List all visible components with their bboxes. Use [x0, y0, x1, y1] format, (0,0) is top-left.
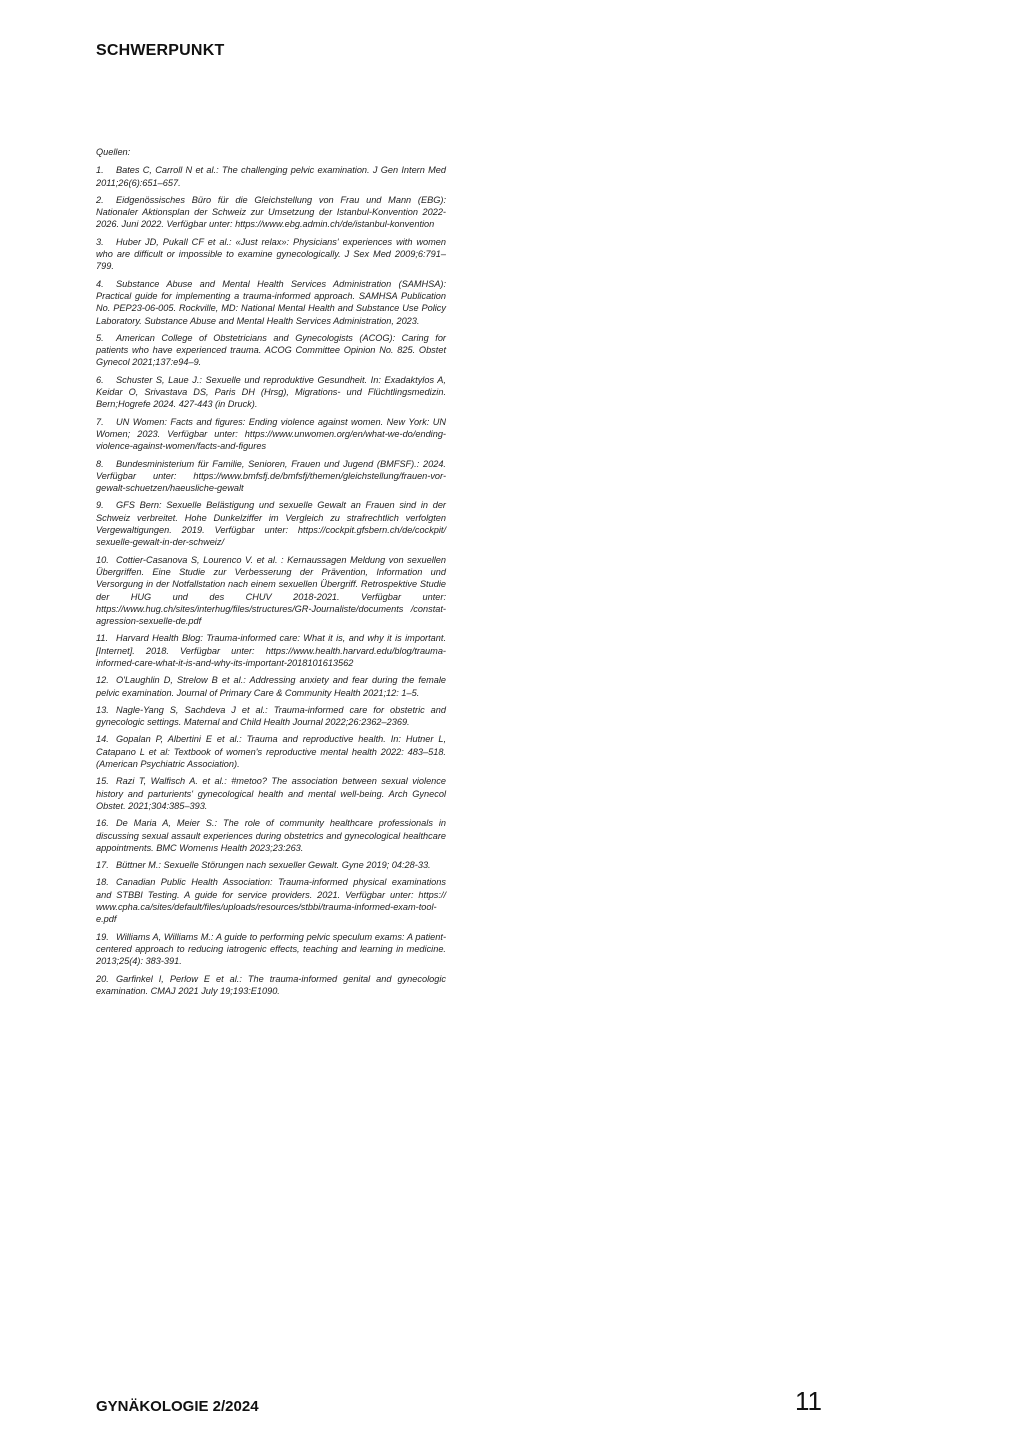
reference-item — [96, 733, 446, 770]
reference-number: 15. — [96, 776, 109, 787]
reference-item — [96, 931, 446, 968]
section-label: SCHWERPUNKT — [96, 42, 225, 59]
reference-item — [96, 775, 446, 812]
reference-item — [96, 704, 446, 729]
references-list — [96, 146, 446, 1002]
reference-text: O'Laughlin D, Strelow B et al.: Addressing anxiety and fear during the female pelvic examination. Journal of Primary Care & Community Health 2021;12: 1–5. — [96, 675, 446, 698]
reference-number: 13. — [96, 704, 109, 715]
reference-item — [96, 374, 446, 411]
reference-number: 5. — [96, 332, 104, 343]
reference-item — [96, 458, 446, 495]
reference-number: 12. — [96, 675, 109, 686]
reference-text: De Maria A, Meier S.: The role of community healthcare professionals in discussing sexual assault experiences during obstetrics and gynecological healthcare appointments. BMC Womenıs Health 2023;23:263. — [96, 818, 446, 853]
reference-text: Huber JD, Pukall CF et al.: «Just relax»: Physicians' experiences with women who are difficult or impossible to examine gynecologically. J Sex Med 2009;6:791–799. — [96, 236, 446, 272]
reference-text: American College of Obstetricians and Gynecologists (ACOG): Caring for patients who have experienced trauma. ACOG Committee Opinion No. 825. Obstet Gynecol 2021;137:e94–9. — [96, 332, 446, 368]
reference-item — [96, 973, 446, 998]
footer-journal-issue: GYNÄKOLOGIE 2/2024 — [96, 1398, 259, 1415]
reference-text: Canadian Public Health Association: Trauma-informed physical examinations and STBBI Testing. A guide for service providers. 2021. Verfügbar unter: https:// www.cpha.ca/sites/default/files/uploads/resources/stbbi/trauma-informed-exam-tool-e.pdf — [96, 877, 446, 925]
reference-item — [96, 416, 446, 453]
reference-item — [96, 876, 446, 925]
reference-text: Cottier-Casanova S, Lourenco V. et al. : Kernaussagen Meldung von sexuellen Übergriffen. Eine Studie zur Verbesserung der Prävention, Information und Versorgung in der Notfallstation nach einem sexuellen Übergriff. Retrospektive Studie der HUG und des CHUV 2018-2021. Verfügbar unter: https://www.hug.ch/sites/interhug/files/structures/GR-Journaliste/documents /constat-agression-sexuelle-de.pdf — [96, 554, 446, 627]
reference-text: Williams A, Williams M.: A guide to performing pelvic speculum exams: A patient-centered approach to reducing iatrogenic effects, teaching and learning in medicine. 2013;25(4): 383-391. — [96, 931, 446, 967]
reference-item — [96, 674, 446, 699]
reference-text: Razi T, Walfisch A. et al.: #metoo? The association between sexual violence history and parturients' gynecological health and mental well-being. Arch Gynecol Obstet. 2021;304:385–393. — [96, 776, 446, 811]
reference-text: Nagle-Yang S, Sachdeva J et al.: Trauma-informed care for obstetric and gynecologic settings. Maternal and Child Health Journal 2022;26:2362–2369. — [96, 704, 446, 728]
reference-text: Bates C, Carroll N et al.: The challenging pelvic examination. J Gen Intern Med 2011;26(6):651–657. — [96, 165, 446, 188]
reference-number: 8. — [96, 458, 104, 469]
reference-item — [96, 499, 446, 548]
reference-number: 17. — [96, 860, 109, 871]
reference-text: UN Women: Facts and figures: Ending violence against women. New York: UN Women; 2023. Verfügbar unter: https://www.unwomen.org/en/what-we-do/ending-violence-against-women/facts-and-figures — [96, 416, 446, 452]
reference-item — [96, 859, 446, 871]
reference-item — [96, 554, 446, 628]
reference-text: GFS Bern: Sexuelle Belästigung und sexuelle Gewalt an Frauen sind in der Schweiz verbreitet. Hohe Dunkelziffer im Vergleich zu strafrechtlich verfolgten Vergewaltigungen. 2019. Verfügbar unter: https://cockpit.gfsbern.ch/de/cockpit/ sexuelle-gewalt-in-der-schweiz/ — [96, 500, 446, 548]
reference-text: Harvard Health Blog: Trauma-informed care: What it is, and why it is important. [Internet]. 2018. Verfügbar unter: https://www.health.harvard.edu/blog/trauma-informed-care-what-it-is-and-why-its-important-2018101613562 — [96, 633, 446, 668]
reference-item — [96, 332, 446, 369]
page-number: 11 — [795, 1386, 822, 1416]
reference-item — [96, 164, 446, 189]
reference-number: 19. — [96, 931, 109, 942]
reference-item — [96, 278, 446, 327]
reference-number: 6. — [96, 374, 104, 385]
reference-text: Substance Abuse and Mental Health Services Administration (SAMHSA): Practical guide for implementing a trauma-informed approach. SAMHSA Publication No. PEP23-06-005. Rockville, MD: National Mental Health and Substance Use Policy Laboratory. Substance Abuse and Mental Health Services Administration, 2023. — [96, 278, 446, 326]
references-items — [96, 164, 446, 997]
reference-number: 20. — [96, 973, 109, 984]
reference-number: 9. — [96, 500, 104, 511]
reference-number: 16. — [96, 818, 109, 829]
reference-text: Eidgenössisches Büro für die Gleichstellung von Frau und Mann (EBG): Nationaler Aktionsplan der Schweiz zur Umsetzung der Istanbul-Konvention 2022-2026. Juni 2022. Verfügbar unter: https://www.ebg.admin.ch/de/istanbul-konvention — [96, 194, 446, 230]
reference-number: 10. — [96, 554, 109, 565]
reference-number: 7. — [96, 416, 104, 427]
reference-number: 1. — [96, 165, 104, 176]
references-heading: Quellen: — [96, 147, 131, 157]
reference-item — [96, 817, 446, 854]
reference-item — [96, 236, 446, 273]
reference-number: 3. — [96, 236, 104, 247]
reference-number: 14. — [96, 734, 109, 745]
reference-number: 11. — [96, 633, 109, 644]
reference-number: 4. — [96, 278, 104, 289]
reference-text: Bundesministerium für Familie, Senioren, Frauen und Jugend (BMFSF).: 2024. Verfügbar unter: https://www.bmfsfj.de/bmfsfj/themen/gleichstellung/frauen-vor-gewalt-schuetzen/haeusliche-gewalt — [96, 458, 446, 494]
reference-item — [96, 194, 446, 231]
reference-number: 2. — [96, 194, 104, 205]
reference-item — [96, 632, 446, 669]
reference-text: Schuster S, Laue J.: Sexuelle und reproduktive Gesundheit. In: Exadaktylos A, Keidar O, Srivastava DS, Paris DH (Hrsg), Migrations- und Flüchtlingsmedizin. Bern;Hogrefe 2024. 427-443 (in Druck). — [96, 374, 446, 410]
reference-text: Garfinkel I, Perlow E et al.: The trauma-informed genital and gynecologic examination. CMAJ 2021 July 19;193:E1090. — [96, 973, 446, 996]
reference-text: Gopalan P, Albertini E et al.: Trauma and reproductive health. In: Hutner L, Catapano L et al: Textbook of women's reproductive mental health 2022: 483–518. (American Psychiatric Association). — [96, 734, 446, 770]
reference-number: 18. — [96, 877, 109, 888]
reference-text: Büttner M.: Sexuelle Störungen nach sexueller Gewalt. Gyne 2019; 04:28-33. — [116, 860, 431, 871]
